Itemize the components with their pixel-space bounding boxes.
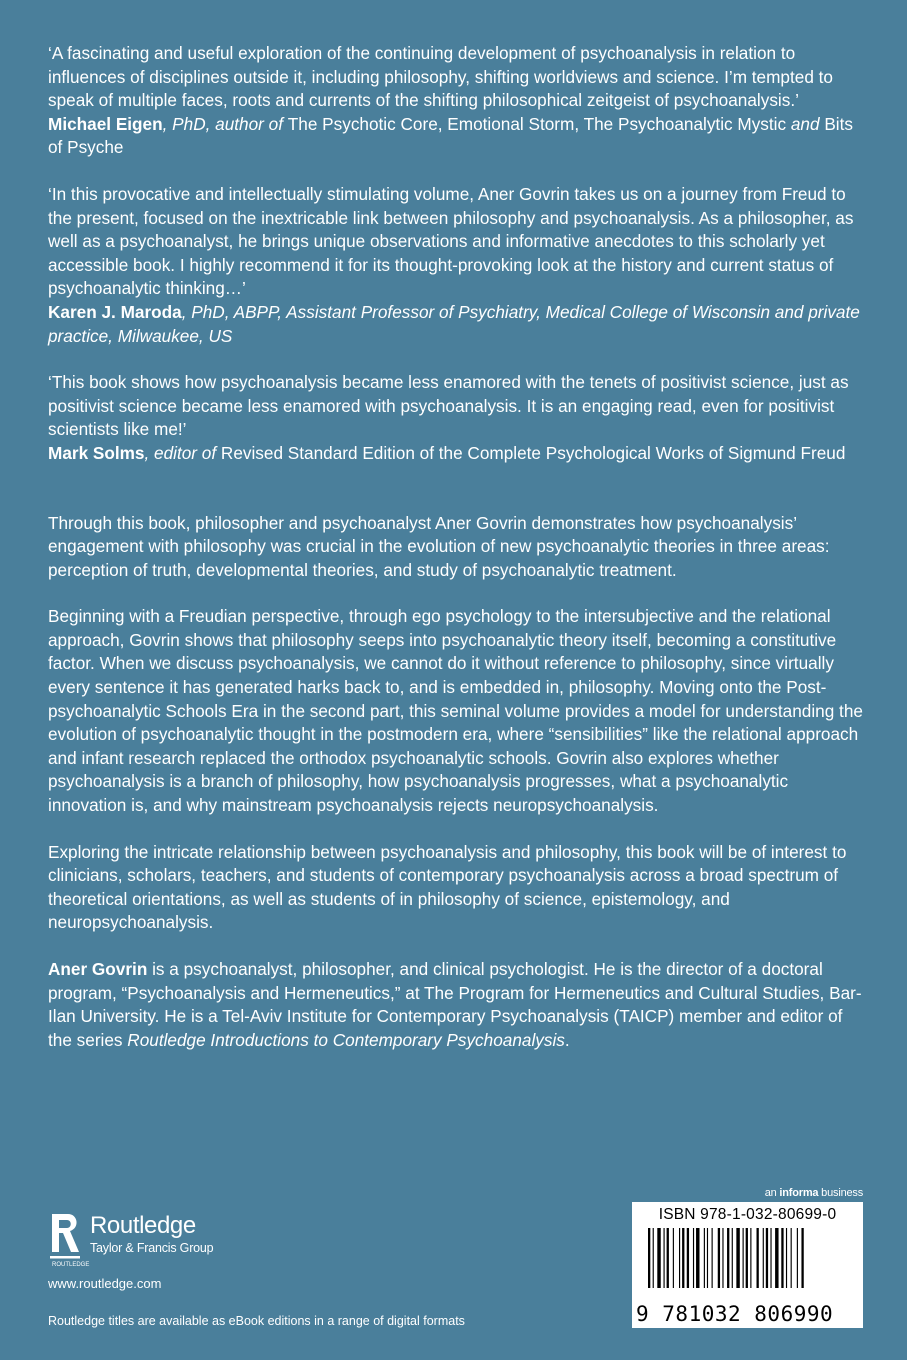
author-name: Aner Govrin <box>48 959 148 979</box>
series-title: Routledge Introductions to Contemporary Psychoanalysis <box>127 1029 565 1050</box>
barcode-bar <box>657 1228 660 1288</box>
isbn-label: ISBN 978-1-032-80699-0 <box>658 1206 837 1223</box>
barcode-bar <box>727 1228 729 1288</box>
barcode-bar <box>693 1228 694 1288</box>
barcode-bar <box>704 1228 705 1288</box>
endorser-name: Karen J. Maroda <box>48 301 182 322</box>
informa-brand: informa <box>779 1187 819 1199</box>
description-paragraph-2: Beginning with a Freudian perspective, through ego psychology to the intersubjective and the relational approach, Govrin shows that philosophy seeps into psychoanalytic theory itself, becoming a constitutive factor. When we discuss psychoanalysis, we cannot do it without reference to philosophy, since virtually every sentence it has generated harks back to, and is embedded in, philosophy. Moving onto the Post-psychoanalytic Schools Era in the second part, this seminal volume provides a model for understanding the evolution of psychoanalytic thought in the postmodern era, where “sensibilities” like the relational approach and infant research replaced the orthodox psychoanalytic schools. Govrin also explores whether psychoanalysis is a branch of philosophy, how psychoanalysis progresses, what a psychoanalytic innovation is, and why mainstream psychoanalysis rejects neuropsychoanalysis. <box>48 606 863 816</box>
endorsement-3 <box>48 371 868 465</box>
description-paragraph-3: Exploring the intricate relationship between psychoanalysis and philosophy, this book will be of interest to clinicians, scholars, teachers, and students of contemporary psychoanalysis across a broad spectrum of theoretical orientations, as well as students of in philosophy of science, epistemology, and neuropsychoanalysis. <box>48 841 847 933</box>
barcode-bar <box>781 1228 783 1288</box>
barcode-bar <box>791 1228 792 1288</box>
barcode-bar <box>722 1228 723 1288</box>
endorser-credit: , PhD, ABPP, Assistant Professor of Psychiatry, Medical College of Wisconsin and private practice, Milwaukee, US <box>48 301 860 346</box>
barcode-digits: 9 781032 806990 <box>636 1302 834 1326</box>
ebook-note: Routledge titles are available as eBook editions in a range of digital formats <box>48 1314 465 1328</box>
endorsement-2 <box>48 183 868 348</box>
barcode-bar <box>682 1228 684 1288</box>
barcode-bar <box>801 1228 803 1288</box>
barcode-bar <box>746 1228 748 1288</box>
endorser-book-title: Bits of Psyche <box>48 113 853 158</box>
barcode-bar <box>679 1228 680 1288</box>
barcode-bar <box>750 1228 751 1288</box>
description-paragraph-1: Through this book, philosopher and psychoanalyst Aner Govrin demonstrates how psychoanalysis’ engagement with philosophy was crucial in the evolution of new psychoanalytic theories in three areas: perception of truth, developmental theories, and study of psychoanalytic treatment. <box>48 512 830 580</box>
routledge-r-logo-icon <box>48 1212 90 1268</box>
endorser-book-titles: The Psychotic Core, Emotional Storm, The Psychoanalytic Mystic <box>287 113 787 134</box>
barcode-bar <box>673 1228 674 1288</box>
endorsement-1 <box>48 42 868 160</box>
routledge-logo <box>48 1212 528 1268</box>
barcode-bar <box>712 1228 713 1288</box>
endorser-name: Mark Solms <box>48 442 145 463</box>
barcode-bar <box>797 1228 798 1288</box>
publisher-block <box>48 1212 528 1328</box>
endorser-credit: , editor of <box>144 442 221 463</box>
barcode-bar <box>667 1228 669 1288</box>
publisher-name: Routledge <box>90 1212 196 1239</box>
barcode-bar <box>664 1228 665 1288</box>
author-bio-text: is a psychoanalyst, philosopher, and clinical psychologist. He is the director of a doctoral program, “Psychoanalysis and Hermeneutics,” at The Program for Hermeneutics and Cultural Studies, Bar-Ilan University. He is a Tel-Aviv Institute for Contemporary Psychoanalysis (TAICP) member and editor of the series <box>48 959 862 1050</box>
barcode-bar <box>743 1228 744 1288</box>
barcode-bar <box>763 1228 764 1288</box>
barcode-bar <box>707 1228 708 1288</box>
publisher-url[interactable]: www.routledge.com <box>48 1276 162 1291</box>
barcode-bar <box>732 1228 733 1288</box>
endorsement-text: ‘This book shows how psychoanalysis became less enamored with the tenets of positivist science, just as positivist science became less enamored with psychoanalysis. It is an engaging read, even for positivist scientists like me!’ <box>48 372 849 440</box>
barcode-bar <box>775 1228 778 1288</box>
barcode-bar <box>696 1228 699 1288</box>
endorser-book-title: Revised Standard Edition of the Complete Psychological Works of Sigmund Freud <box>220 442 846 463</box>
svg-text:ROUTLEDGE: ROUTLEDGE <box>52 1262 90 1268</box>
author-bio <box>48 958 868 1052</box>
informa-tagline <box>765 1187 863 1199</box>
barcode-box <box>632 1202 863 1328</box>
informa-prefix: an <box>764 1187 780 1199</box>
barcode-bars <box>646 1228 852 1306</box>
endorser-credit: , PhD, author of <box>162 113 288 134</box>
back-cover-text <box>48 42 868 1075</box>
publisher-group: Taylor & Francis Group <box>90 1241 214 1255</box>
endorser-credit-and: and <box>786 113 825 134</box>
bio-end: . <box>564 1029 570 1050</box>
endorsement-text: ‘In this provocative and intellectually stimulating volume, Aner Govrin takes us on a journey from Freud to the present, focused on the inextricable link between philosophy and psychoanalysis. As a philosopher, as well as a psychoanalyst, he brings unique observations and informative anecdotes to this scholarly yet accessible book. I highly recommend it for its thought-provoking look at the history and current status of psychoanalytic thinking…’ <box>48 183 854 299</box>
barcode-bar <box>766 1228 768 1288</box>
endorsement-text: ‘A fascinating and useful exploration of the continuing development of psychoanalysis in relation to influences of disciplines outside it, including philosophy, shifting worldviews and science. I’m tempted to speak of multiple faces, roots and currents of the shifting philosophical zeitgeist of psychoanalysis.’ <box>48 43 833 111</box>
informa-suffix: business <box>818 1187 863 1199</box>
barcode-bar <box>653 1228 654 1288</box>
logo-text <box>90 1212 213 1256</box>
barcode-bar <box>786 1228 787 1288</box>
barcode-bar <box>648 1228 650 1288</box>
endorser-name: Michael Eigen <box>48 113 163 134</box>
barcode-bar <box>770 1228 771 1288</box>
barcode-bar <box>757 1228 759 1288</box>
barcode-bar <box>687 1228 689 1288</box>
barcode-bar <box>736 1228 739 1288</box>
barcode-bar <box>718 1228 720 1288</box>
